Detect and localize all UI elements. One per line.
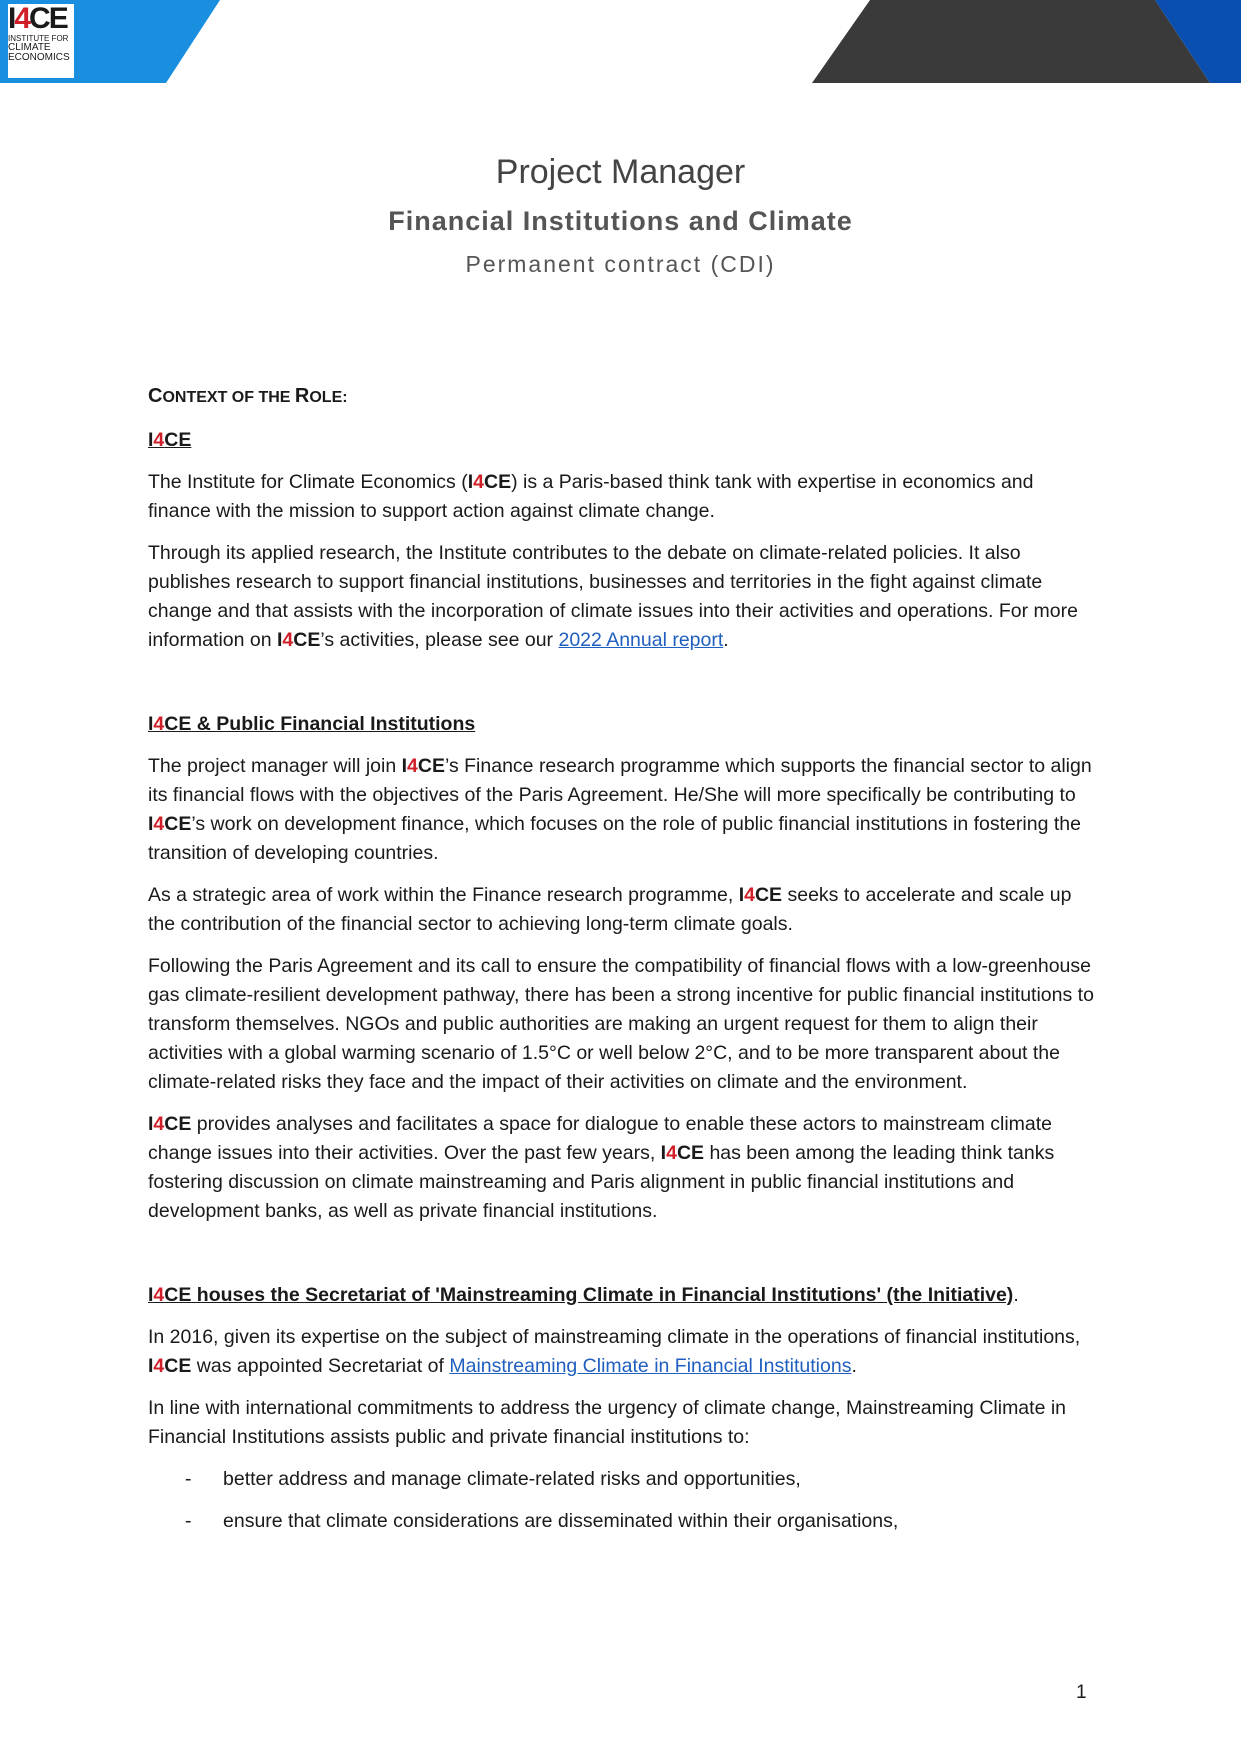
list-item: - better address and manage climate-related risks and opportunities,	[185, 1468, 801, 1490]
list-item: - ensure that climate considerations are disseminated within their organisations,	[185, 1510, 899, 1532]
title-block	[0, 148, 1241, 278]
i4ce-logo	[8, 4, 74, 78]
page-title: Project Manager	[495, 153, 746, 191]
header-band	[0, 0, 1241, 83]
annual-report-link[interactable]: 2022 Annual report	[558, 629, 724, 651]
page-subtitle: Financial Institutions and Climate	[388, 206, 853, 236]
document-body	[148, 382, 1098, 1549]
gray-stripe-right	[812, 0, 1210, 83]
public-paragraph-3: Following the Paris Agreement and its call to ensure the compatibility of financial flows with a low-greenhouse gas climate-resilient development pathway, there has been a strong incentive for public financial institutions to transform themselves. NGOs and public authorities are making an urgent request for them to align their activities with a global warming scenario of 1.5°C or well below 2°C, and to be more transparent about the climate-related risks they face and the impact of their activities on climate and the environment.	[148, 955, 1094, 1093]
public-fi-subheading: I4CE & Public Financial Institutions	[148, 713, 476, 735]
context-paragraph-1: The Institute for Climate Economics (I4CE) is a Paris-based think tank with expertise in economics and finance with the mission to support action against climate change.	[148, 471, 1034, 522]
logo-line-3: ECONOMICS	[8, 52, 70, 63]
context-heading: CONTEXT OF THE ROLE:	[148, 385, 348, 407]
initiative-bullet-list	[148, 1465, 1098, 1536]
context-paragraph-2: Through its applied research, the Institute contributes to the debate on climate-related policies. It also publishes research to support financial institutions, businesses and territories in the fight against climate change and that assists with the incorporation of climate issues into their activities and operations. For more information on I4CE’s activities, please see our 2022 Annual report.	[148, 542, 1078, 651]
logo-wordmark: I4CE	[8, 2, 67, 35]
secretariat-paragraph-1: In 2016, given its expertise on the subject of mainstreaming climate in the operations of financial institutions, I4CE was appointed Secretariat of Mainstreaming Climate in Financial Institutions.	[148, 1326, 1081, 1377]
mainstreaming-climate-link[interactable]: Mainstreaming Climate in Financial Institutions	[449, 1355, 852, 1377]
public-paragraph-4: I4CE provides analyses and facilitates a space for dialogue to enable these actors to mainstream climate change issues into their activities. Over the past few years, I4CE has been among the leading think tanks fostering discussion on climate mainstreaming and Paris alignment in public financial institutions and development banks, as well as private financial institutions.	[148, 1113, 1055, 1222]
public-paragraph-2: As a strategic area of work within the Finance research programme, I4CE seeks to accelerate and scale up the contribution of the financial sector to achieving long-term climate goals.	[148, 884, 1072, 935]
i4ce-subheading: I4CE	[148, 429, 192, 451]
spacer	[148, 668, 1098, 710]
secretariat-paragraph-2: In line with international commitments to address the urgency of climate change, Mainstreaming Climate in Financial Institutions assists public and private financial institutions to:	[148, 1397, 1067, 1448]
secretariat-subheading: I4CE houses the Secretariat of 'Mainstreaming Climate in Financial Institutions' (the Initiative).	[148, 1284, 1019, 1306]
header-decoration	[0, 0, 1241, 83]
logo-line-1: INSTITUTE FOR	[8, 34, 69, 43]
spacer	[148, 1239, 1098, 1281]
logo-line-2: CLIMATE	[8, 42, 51, 53]
contract-type: Permanent contract (CDI)	[465, 251, 776, 277]
page-number: 1	[1076, 1682, 1087, 1703]
public-paragraph-1: The project manager will join I4CE’s Finance research programme which supports the financial sector to align its financial flows with the objectives of the Paris Agreement. He/She will more specifically be contributing to I4CE’s work on development finance, which focuses on the role of public financial institutions in fostering the transition of developing countries.	[148, 755, 1092, 864]
